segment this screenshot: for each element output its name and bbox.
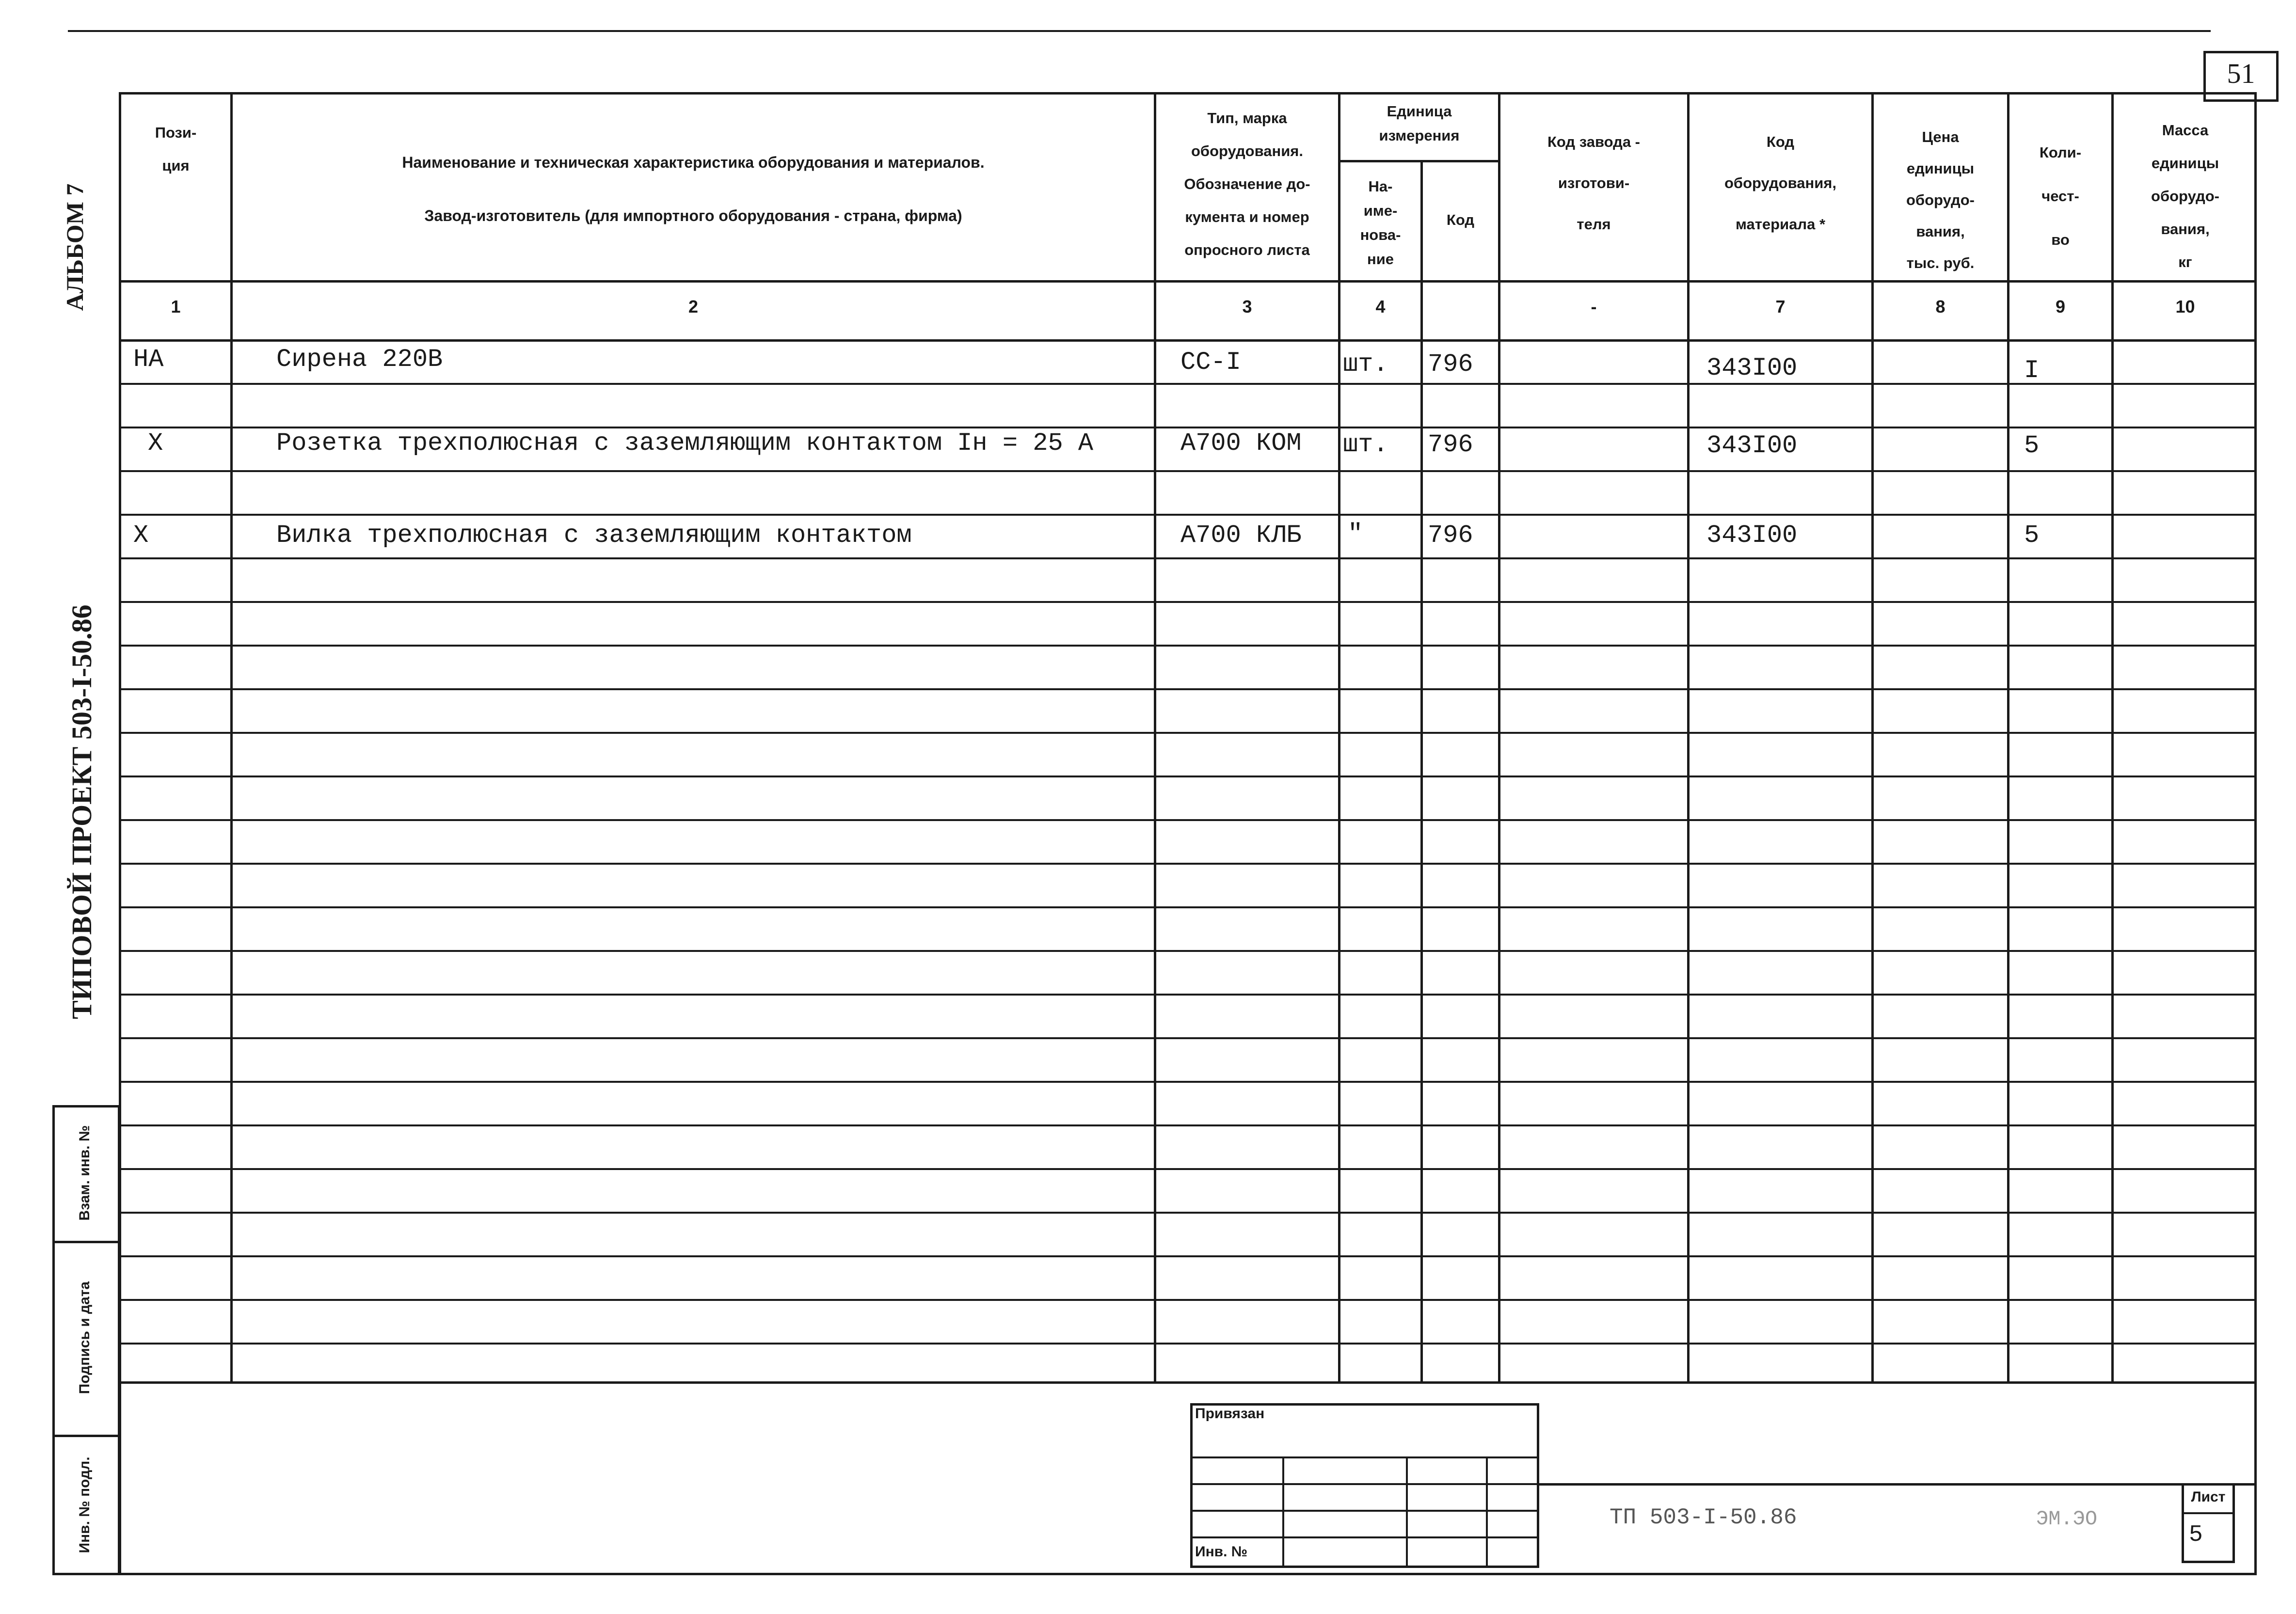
row-unit: шт. (1343, 430, 1388, 459)
header-name: Наименование и техническая характеристика оборудования и материалов. Завод-изготовитель (для импортного оборудования - страна, фирма) (402, 154, 985, 224)
document-suffix: ЭМ.ЭО (2036, 1507, 2098, 1531)
row-equipment-code: 343I00 (1706, 354, 1798, 382)
stamp-box-replaced-inv: Взам. инв. № (77, 1125, 93, 1221)
column-number: - (1591, 297, 1597, 316)
row-position: НА (133, 345, 164, 374)
header-equipment-code: Код оборудования, материала * (1724, 133, 1836, 233)
column-number: 4 (1375, 297, 1386, 316)
row-type: А700 КОМ (1180, 429, 1302, 458)
header-quantity: Коли- чест- во (2039, 144, 2082, 248)
row-type: СС-I (1180, 348, 1241, 377)
album-side-label: АЛЬБОМ 7 (61, 183, 88, 311)
row-unit: шт. (1343, 350, 1388, 379)
column-number: 3 (1242, 297, 1252, 316)
row-unit-code: 796 (1428, 521, 1473, 550)
header-price: Цена единицы оборудо- вания, тыс. руб. (1906, 128, 1975, 271)
header-type: Тип, марка оборудования. Обозначение до- кумента и номер опросного листа (1184, 110, 1310, 258)
sheet-number: 51 (2227, 58, 2255, 89)
column-number: 10 (2175, 297, 2195, 316)
row-type: А700 КЛБ (1180, 521, 1302, 550)
header-factory-code: Код завода - изготови- теля (1547, 133, 1640, 233)
header-position: Пози- ция (155, 124, 197, 174)
row-unit-code: 796 (1428, 430, 1473, 459)
header-unit-name: На- име- нова- ние (1360, 178, 1401, 268)
bound-label: Привязан (1195, 1406, 1265, 1422)
stamp-box-signature-date: Подпись и дата (77, 1281, 93, 1394)
inv-label: Инв. № (1195, 1544, 1248, 1560)
row-equipment-code: 343I00 (1706, 521, 1798, 550)
header-unit: Единица измерения (1379, 103, 1460, 144)
column-number: 9 (2055, 297, 2066, 316)
header-unit-code: Код (1446, 211, 1475, 228)
row-equipment-code: 343I00 (1706, 431, 1798, 460)
row-quantity: 5 (2024, 431, 2040, 460)
row-quantity: 5 (2024, 521, 2040, 550)
row-name: Сирена 220В (276, 345, 443, 374)
stamp-box-inv-original: Инв. № подл. (77, 1456, 93, 1553)
header-mass: Масса единицы оборудо- вания, кг (2151, 122, 2219, 270)
column-number: 7 (1775, 297, 1786, 316)
column-number: 2 (688, 297, 699, 316)
document-code: ТП 503-I-50.86 (1610, 1505, 1797, 1530)
row-unit: " (1348, 520, 1363, 548)
row-name: Розетка трехполюсная с заземляющим контактом Iн = 25 А (276, 429, 1094, 458)
project-side-label: ТИПОВОЙ ПРОЕКТ 503-I-50.86 (66, 604, 97, 1019)
row-unit-code: 796 (1428, 350, 1473, 379)
column-number: 8 (1935, 297, 1945, 316)
top-border-line (68, 30, 2211, 32)
row-position: Х (148, 429, 163, 458)
sheet-value: 5 (2189, 1522, 2203, 1548)
column-number: 1 (171, 297, 181, 316)
sheet-label: Лист (2191, 1489, 2226, 1505)
row-name: Вилка трехполюсная с заземляющим контактом (276, 521, 912, 550)
row-quantity: I (2024, 356, 2040, 385)
row-position: Х (133, 521, 149, 550)
